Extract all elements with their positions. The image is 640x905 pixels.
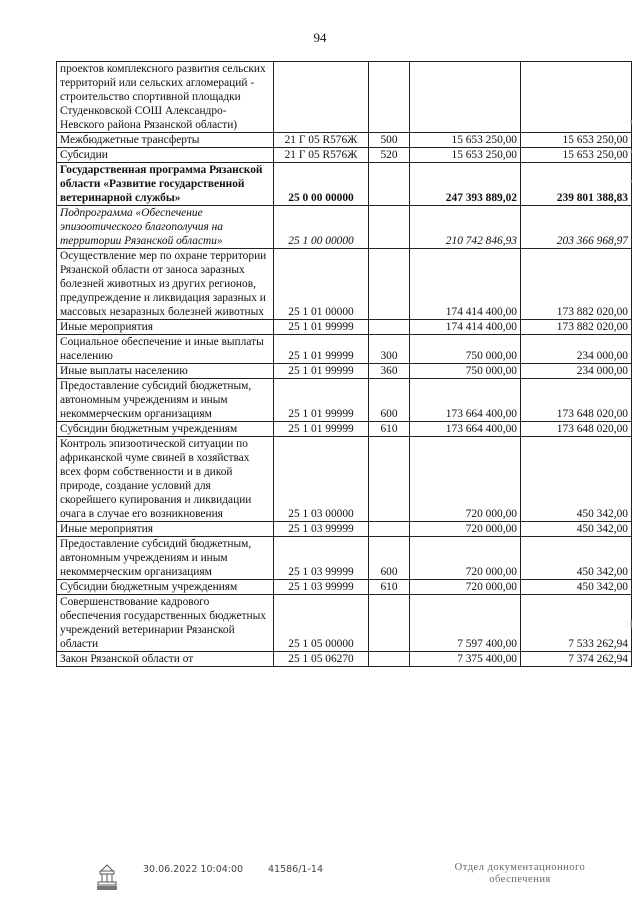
table-row: [57, 133, 632, 148]
scan-margin-marks: [628, 120, 634, 720]
footer-department: [440, 862, 600, 886]
row-amount-executed: 450 342,00: [521, 580, 632, 595]
row-name: Субсидии: [57, 148, 274, 163]
footer: [0, 862, 640, 902]
row-code: 25 1 01 00000: [274, 249, 369, 320]
row-amount-executed: 173 882 020,00: [521, 320, 632, 335]
row-code: [274, 62, 369, 133]
row-amount-executed: 173 648 020,00: [521, 379, 632, 422]
table-row: [57, 335, 632, 364]
row-amount-2022: 750 000,00: [410, 335, 521, 364]
budget-table: [56, 61, 632, 667]
row-name: Иные выплаты населению: [57, 364, 274, 379]
row-amount-executed: 234 000,00: [521, 335, 632, 364]
row-amount-executed: 173 648 020,00: [521, 422, 632, 437]
row-code: 25 1 03 00000: [274, 437, 369, 522]
table-row: [57, 437, 632, 522]
table-row: [57, 595, 632, 652]
footer-department-line2: обеспечения: [489, 874, 551, 885]
row-code: 25 1 01 99999: [274, 422, 369, 437]
row-code: 25 0 00 00000: [274, 163, 369, 206]
row-amount-2022: 174 414 400,00: [410, 249, 521, 320]
row-expense-type: [369, 320, 410, 335]
row-name: Контроль эпизоотической ситуации по африканской чуме свиней в хозяйствах всех форм собственности и в дикой природе, создание условий для скорейшего купирования и ликвидации очага в случае его возникновения: [57, 437, 274, 522]
row-expense-type: 610: [369, 580, 410, 595]
table-row: [57, 62, 632, 133]
row-amount-executed: 203 366 968,97: [521, 206, 632, 249]
row-code: 21 Г 05 R576Ж: [274, 133, 369, 148]
row-expense-type: [369, 522, 410, 537]
row-amount-2022: 720 000,00: [410, 437, 521, 522]
footer-reg-number: 41586/1-14: [268, 864, 323, 875]
table-row: [57, 320, 632, 335]
row-amount-executed: [521, 62, 632, 133]
table-row: [57, 163, 632, 206]
table-row: [57, 206, 632, 249]
row-amount-2022: 173 664 400,00: [410, 422, 521, 437]
row-amount-2022: 7 597 400,00: [410, 595, 521, 652]
row-name: Осуществление мер по охране территории Рязанской области от заноса заразных болезней животных из других регионов, предупреждение и ликвидация заразных и массовых незаразных болезней животных: [57, 249, 274, 320]
row-amount-2022: 15 653 250,00: [410, 133, 521, 148]
row-code: 25 1 03 99999: [274, 537, 369, 580]
row-amount-2022: 720 000,00: [410, 580, 521, 595]
row-code: 25 1 05 00000: [274, 595, 369, 652]
row-name: Иные мероприятия: [57, 522, 274, 537]
table-row: [57, 580, 632, 595]
row-amount-executed: 450 342,00: [521, 522, 632, 537]
row-expense-type: [369, 249, 410, 320]
table-row: [57, 522, 632, 537]
row-amount-executed: 173 882 020,00: [521, 249, 632, 320]
page-number: 94: [313, 30, 327, 45]
row-expense-type: [369, 437, 410, 522]
table-row: [57, 537, 632, 580]
row-expense-type: [369, 62, 410, 133]
row-code: 25 1 01 99999: [274, 320, 369, 335]
row-expense-type: 600: [369, 379, 410, 422]
row-code: 25 1 03 99999: [274, 580, 369, 595]
row-amount-2022: 7 375 400,00: [410, 652, 521, 667]
row-amount-2022: 720 000,00: [410, 537, 521, 580]
footer-date: 30.06.2022 10:04:00: [143, 864, 244, 875]
row-name: Предоставление субсидий бюджетным, автономным учреждениям и иным некоммерческим организациям: [57, 537, 274, 580]
row-name: Субсидии бюджетным учреждениям: [57, 580, 274, 595]
duma-emblem-icon: [92, 862, 122, 892]
row-amount-executed: 7 374 262,94: [521, 652, 632, 667]
row-name: Иные мероприятия: [57, 320, 274, 335]
table-row: [57, 652, 632, 667]
row-amount-2022: 174 414 400,00: [410, 320, 521, 335]
row-amount-executed: 7 533 262,94: [521, 595, 632, 652]
row-amount-executed: 450 342,00: [521, 537, 632, 580]
table-row: [57, 249, 632, 320]
row-expense-type: [369, 652, 410, 667]
table-row: [57, 148, 632, 163]
row-code: 25 1 05 06270: [274, 652, 369, 667]
row-amount-executed: 15 653 250,00: [521, 133, 632, 148]
row-amount-executed: 450 342,00: [521, 437, 632, 522]
row-name: Подпрограмма «Обеспечение эпизоотического благополучия на территории Рязанской области»: [57, 206, 274, 249]
row-expense-type: [369, 206, 410, 249]
row-expense-type: 600: [369, 537, 410, 580]
row-expense-type: 610: [369, 422, 410, 437]
row-amount-executed: 239 801 388,83: [521, 163, 632, 206]
row-code: 25 1 01 99999: [274, 379, 369, 422]
row-expense-type: 520: [369, 148, 410, 163]
row-amount-2022: [410, 62, 521, 133]
row-amount-2022: 210 742 846,93: [410, 206, 521, 249]
row-name: Межбюджетные трансферты: [57, 133, 274, 148]
row-amount-2022: 750 000,00: [410, 364, 521, 379]
row-name: Государственная программа Рязанской области «Развитие государственной ветеринарной службы»: [57, 163, 274, 206]
row-code: 25 1 03 99999: [274, 522, 369, 537]
row-name: Социальное обеспечение и иные выплаты населению: [57, 335, 274, 364]
row-expense-type: [369, 163, 410, 206]
row-name: Субсидии бюджетным учреждениям: [57, 422, 274, 437]
row-expense-type: 300: [369, 335, 410, 364]
table-row: [57, 422, 632, 437]
row-name: Предоставление субсидий бюджетным, автономным учреждениям и иным некоммерческим организациям: [57, 379, 274, 422]
row-amount-executed: 234 000,00: [521, 364, 632, 379]
footer-department-line1: Отдел документационного: [454, 862, 586, 873]
row-expense-type: [369, 595, 410, 652]
table-row: [57, 379, 632, 422]
row-expense-type: 360: [369, 364, 410, 379]
row-amount-2022: 15 653 250,00: [410, 148, 521, 163]
row-code: 25 1 01 99999: [274, 335, 369, 364]
row-code: 25 1 00 00000: [274, 206, 369, 249]
row-amount-2022: 720 000,00: [410, 522, 521, 537]
row-name: проектов комплексного развития сельских территорий или сельских агломераций - строительство спортивной площадки Студенковской СОШ Александро-Невского района Рязанской области): [57, 62, 274, 133]
table-row: [57, 364, 632, 379]
row-code: 25 1 01 99999: [274, 364, 369, 379]
row-expense-type: 500: [369, 133, 410, 148]
row-name: Совершенствование кадрового обеспечения государственных бюджетных учреждений ветеринарии Рязанской области: [57, 595, 274, 652]
row-name: Закон Рязанской области от: [57, 652, 274, 667]
row-amount-executed: 15 653 250,00: [521, 148, 632, 163]
row-amount-2022: 173 664 400,00: [410, 379, 521, 422]
row-amount-2022: 247 393 889,02: [410, 163, 521, 206]
row-code: 21 Г 05 R576Ж: [274, 148, 369, 163]
